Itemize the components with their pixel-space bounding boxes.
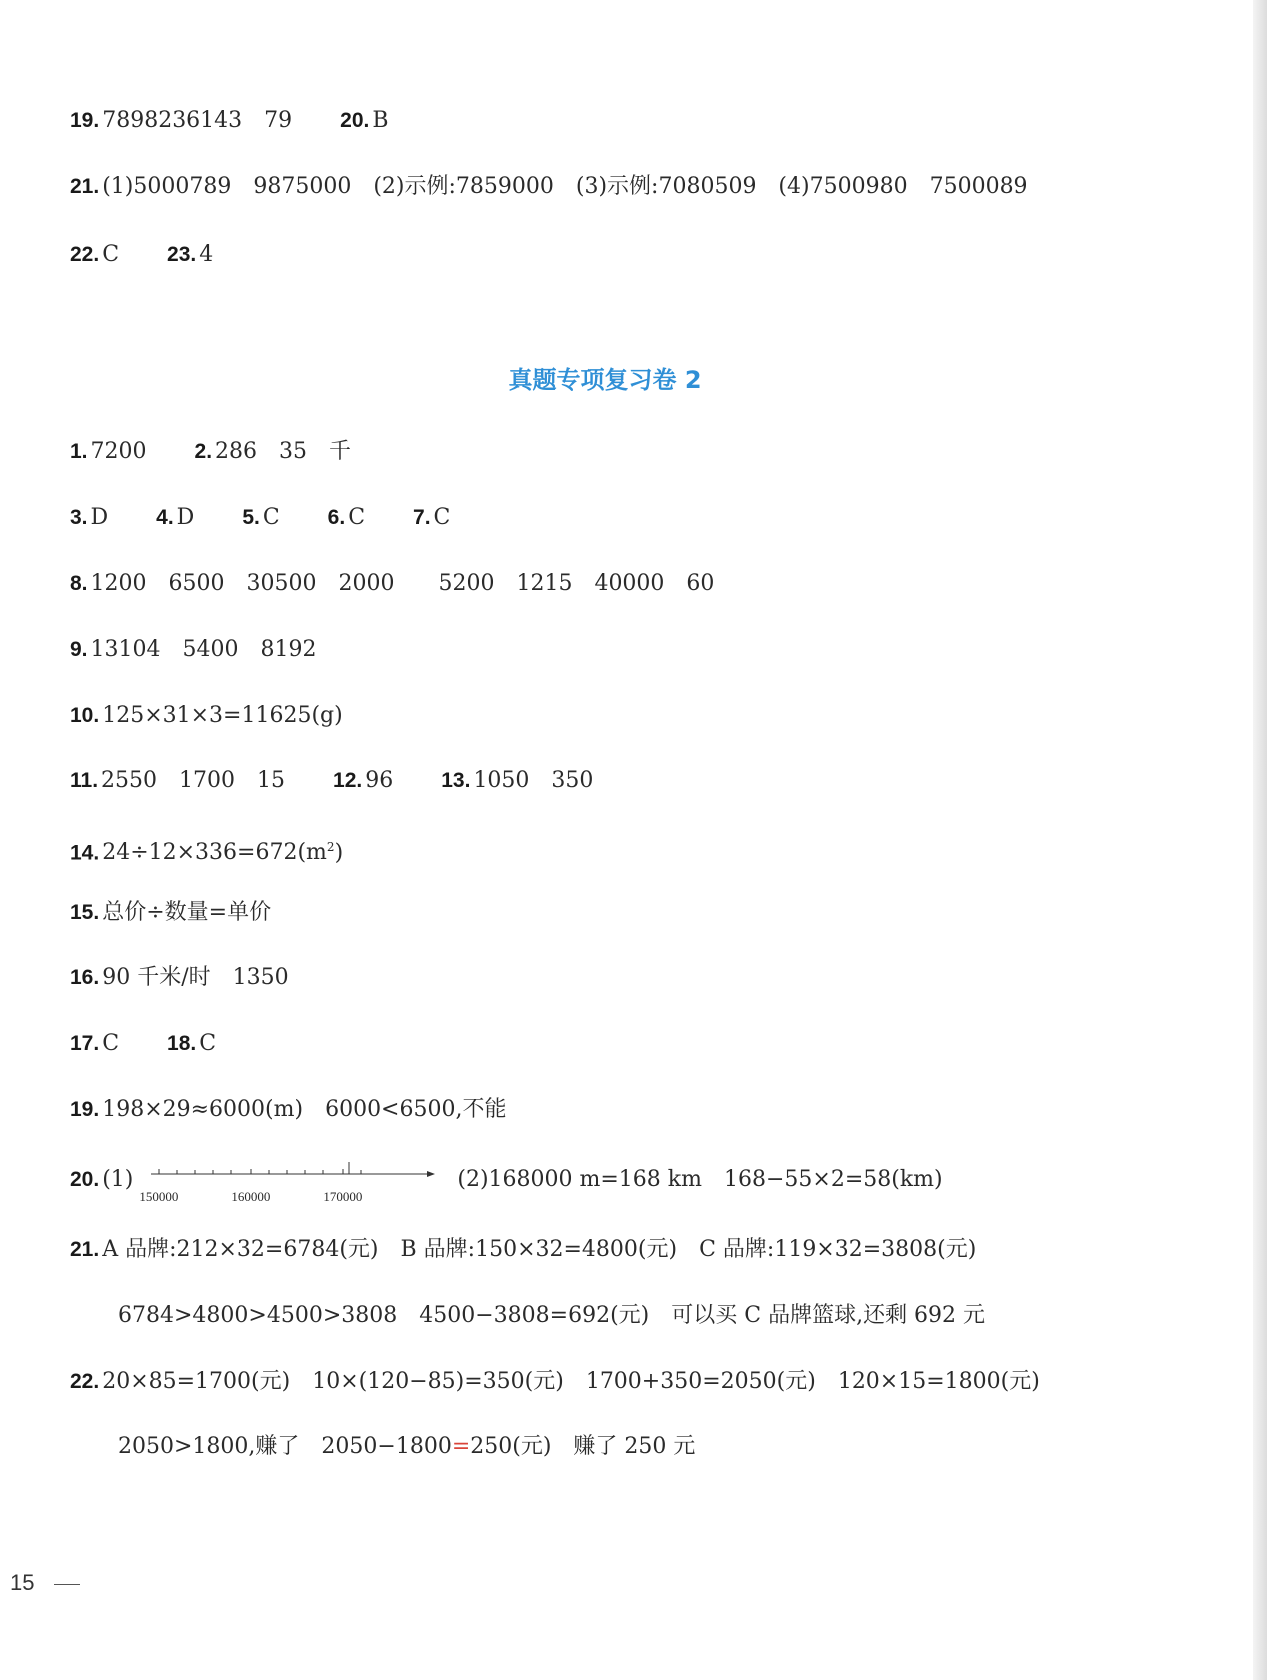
- question-number: 22.: [70, 1370, 100, 1393]
- question-number: 20.: [70, 1168, 100, 1191]
- answer-line-9: [70, 635, 316, 665]
- question-number: 14.: [70, 841, 100, 865]
- question-number: 20.: [340, 109, 370, 132]
- answer-line-21-cont: [118, 1301, 985, 1331]
- answer-text: C: [262, 505, 280, 530]
- answer-line-15: [70, 898, 271, 928]
- question-number: 16.: [70, 966, 100, 989]
- tick-label: 150000: [139, 1189, 179, 1204]
- answer-text: C: [199, 1031, 217, 1056]
- answer-text: 13104 5400 8192: [90, 637, 317, 662]
- question-number: 19.: [70, 109, 100, 132]
- question-number: 12.: [333, 769, 363, 792]
- tick-label: 170000: [323, 1189, 363, 1204]
- question-number: 19.: [70, 1098, 100, 1121]
- answer-text: C: [102, 242, 120, 267]
- answer-line-19-20: [70, 106, 389, 136]
- question-number: 21.: [70, 175, 100, 198]
- answer-text: D: [176, 505, 195, 530]
- answer-text: (1): [102, 1167, 134, 1192]
- answer-line-16: [70, 963, 289, 993]
- number-line: [139, 1160, 435, 1204]
- answer-line-22-cont: [118, 1432, 695, 1462]
- answer-text: 1200 6500 30500 2000 5200 1215 40000 60: [90, 571, 715, 596]
- answer-text: 250(元) 赚了 250 元: [470, 1434, 696, 1459]
- answer-line-21: [70, 1235, 976, 1265]
- question-number: 13.: [441, 769, 471, 792]
- question-number: 21.: [70, 1238, 100, 1261]
- answer-text: 总价÷数量=单价: [102, 900, 272, 925]
- answer-text: 2550 1700 15: [101, 768, 286, 793]
- question-number: 2.: [194, 440, 213, 463]
- page-number: 15: [10, 1570, 35, 1595]
- answer-equals-mark: =: [451, 1434, 471, 1459]
- answer-line-8: [70, 569, 714, 599]
- answer-text: 198×29≈6000(m) 6000<6500,不能: [102, 1097, 507, 1122]
- answer-text: 2050>1800,赚了 2050−1800: [118, 1434, 452, 1459]
- question-number: 7.: [413, 506, 431, 529]
- answer-text: 6784>4800>4500>3808 4500−3808=692(元) 可以买 C 品牌篮球,还剩 692 元: [118, 1303, 986, 1328]
- question-number: 9.: [70, 638, 88, 661]
- answer-line-3-7: [70, 503, 450, 533]
- question-number: 23.: [167, 243, 197, 266]
- question-number: 5.: [242, 506, 260, 529]
- answer-text: 96: [365, 768, 394, 793]
- question-number: 22.: [70, 243, 100, 266]
- answer-text: C: [102, 1031, 120, 1056]
- answer-text: 286 35 千: [215, 439, 352, 464]
- answer-text: D: [90, 505, 109, 530]
- question-number: 15.: [70, 901, 100, 924]
- question-number: 4.: [156, 506, 174, 529]
- answer-text: 24÷12×336=672(m: [102, 840, 327, 866]
- answer-line-17-18: [70, 1029, 216, 1059]
- question-number: 11.: [70, 769, 99, 792]
- question-number: 17.: [70, 1032, 100, 1055]
- number-line-axis: [139, 1160, 435, 1184]
- answer-line-1-2: [70, 437, 351, 467]
- answer-text: B: [372, 108, 389, 133]
- answer-text: 20×85=1700(元) 10×(120−85)=350(元) 1700+350=2050(元) 120×15=1800(元): [102, 1369, 1040, 1394]
- answer-text: 1050 350: [473, 768, 594, 793]
- answer-line-10: [70, 701, 343, 731]
- page-number-rule: [54, 1584, 80, 1585]
- answer-text: C: [433, 505, 451, 530]
- answer-line-22-23: [70, 240, 213, 270]
- tick-label: 160000: [231, 1189, 271, 1204]
- answer-text: 7200: [90, 439, 147, 464]
- answer-text-tail: ): [334, 840, 344, 866]
- answer-text: C: [348, 505, 366, 530]
- answer-text: 90 千米/时 1350: [102, 965, 289, 990]
- answer-line-19: [70, 1095, 506, 1125]
- question-number: 10.: [70, 704, 100, 727]
- section-title: 真题专项复习卷 2: [508, 366, 702, 394]
- answer-text: (2)168000 m=168 km 168−55×2=58(km): [457, 1167, 943, 1192]
- answer-line-11-13: [70, 766, 593, 796]
- superscript: 2: [326, 840, 335, 854]
- question-number: 6.: [327, 506, 346, 529]
- question-number: 8.: [70, 572, 88, 595]
- answer-line-22: [70, 1367, 1040, 1397]
- answer-line-21: [70, 172, 1028, 202]
- answer-text: A 品牌:212×32=6784(元) B 品牌:150×32=4800(元) C 品牌:119×32=3808(元): [102, 1237, 977, 1262]
- page-edge-shadow: [1253, 0, 1267, 1680]
- answer-text: 4: [199, 242, 214, 267]
- question-number: 1.: [70, 440, 88, 463]
- answer-text: 7898236143 79: [102, 108, 293, 133]
- answer-text: (1)5000789 9875000 (2)示例:7859000 (3)示例:7080509 (4)7500980 7500089: [102, 174, 1028, 199]
- question-number: 3.: [70, 506, 88, 529]
- answer-line-14: [70, 832, 344, 866]
- question-number: 18.: [167, 1032, 197, 1055]
- answer-text: 125×31×3=11625(g): [102, 703, 343, 728]
- answer-line-20: [70, 1160, 943, 1204]
